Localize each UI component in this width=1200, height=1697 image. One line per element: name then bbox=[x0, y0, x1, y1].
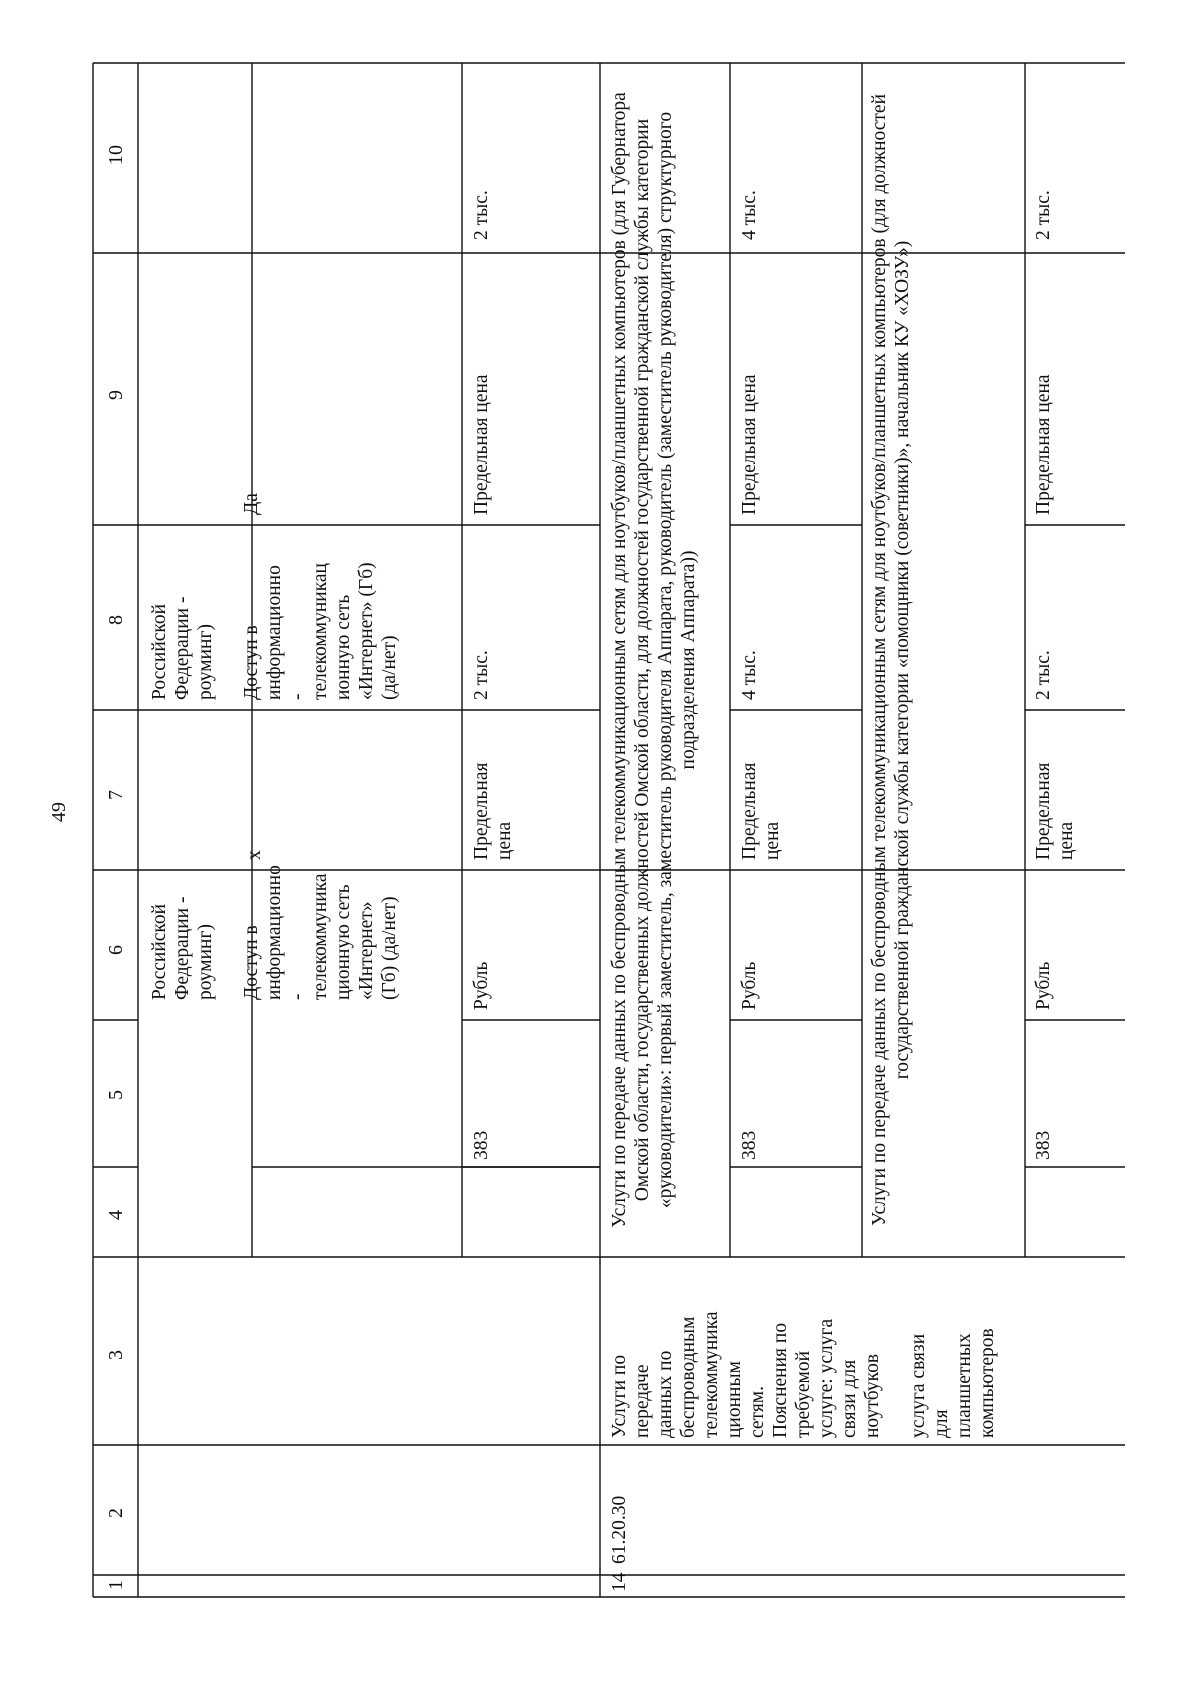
header-col-6: 6 bbox=[105, 945, 127, 955]
cont2-col6: Доступ в информационно - телекоммуника ционную сеть «Интернет» (Гб) (да/нет) bbox=[241, 865, 400, 1000]
row14b-col8: Предельная цена bbox=[739, 374, 760, 515]
row14-description: Услуги по передаче данных по беспроводным телекоммуника ционным сетям. Пояснения по требуемой услуге: услуга связи для ноутбуков услуга связи для планшетных компьютеров bbox=[609, 1311, 998, 1438]
row14-span-2: Услуги по передаче данных по беспроводным телекоммуникационным сетям для ноутбуков/планшетных компьютеров (для должностей государственной гражданской службы категории «помощники (советники)», начальник КУ «ХОЗУ») bbox=[869, 93, 913, 1227]
cont3-col7: 2 тыс. bbox=[471, 650, 492, 700]
header-col-10: 10 bbox=[105, 145, 127, 165]
header-col-3: 3 bbox=[105, 1350, 127, 1360]
row14d-col8: Предельная цена bbox=[1033, 374, 1054, 515]
header-col-1: 1 bbox=[105, 1580, 127, 1590]
cont2-col7: x bbox=[244, 850, 265, 860]
row14b-col6: Предельная цена bbox=[739, 762, 783, 860]
header-col-9: 9 bbox=[105, 390, 127, 400]
row14d-col4: 383 bbox=[1033, 1130, 1054, 1160]
row14b-col9: 4 тыс. bbox=[739, 190, 760, 240]
cont1-col6: Российской Федерации - роуминг) bbox=[149, 896, 216, 1000]
cont2-col8: Доступ в информационно - телекоммуникац ионную сеть «Интернет» (Гб) (да/нет) bbox=[241, 562, 400, 700]
row14b-col7: 4 тыс. bbox=[739, 650, 760, 700]
header-col-8: 8 bbox=[105, 615, 127, 625]
cont3-col8: Предельная цена bbox=[471, 374, 492, 515]
header-col-5: 5 bbox=[105, 1090, 127, 1100]
header-col-2: 2 bbox=[105, 1508, 127, 1518]
row14-span-1: Услуги по передаче данных по беспроводным телекоммуникационным сетям для ноутбуков/планшетных компьютеров (для Губернатора Омской области, государственных должностей Омской области, для должностей государственной гражданской службы категории «руководители»: первый заместитель, заместитель руководителя Аппарата, руководитель (заместитель руководителя) структурного подразделения Аппарата)) bbox=[609, 92, 699, 1228]
cont2-col9: Да bbox=[241, 493, 262, 515]
page-number: 49 bbox=[48, 802, 70, 822]
row14-code: 61.20.30 bbox=[609, 1495, 630, 1564]
cont1-col8: Российской Федерации - роуминг) bbox=[149, 596, 216, 700]
row14d-col5: Рубль bbox=[1033, 961, 1054, 1010]
row14b-col5: Рубль bbox=[739, 961, 760, 1010]
cont3-col5: Рубль bbox=[471, 961, 492, 1010]
row14d-col7: 2 тыс. bbox=[1033, 650, 1054, 700]
row14d-col9: 2 тыс. bbox=[1033, 190, 1054, 240]
header-col-4: 4 bbox=[105, 1210, 127, 1220]
row14b-col4: 383 bbox=[739, 1130, 760, 1160]
header-col-7: 7 bbox=[105, 790, 127, 800]
row14d-col6: Предельная цена bbox=[1033, 762, 1077, 860]
row14-number: 14 bbox=[609, 1572, 630, 1592]
cont3-col9: 2 тыс. bbox=[471, 190, 492, 240]
cont3-col6: Предельная цена bbox=[471, 762, 515, 860]
cont3-col4: 383 bbox=[471, 1130, 492, 1160]
